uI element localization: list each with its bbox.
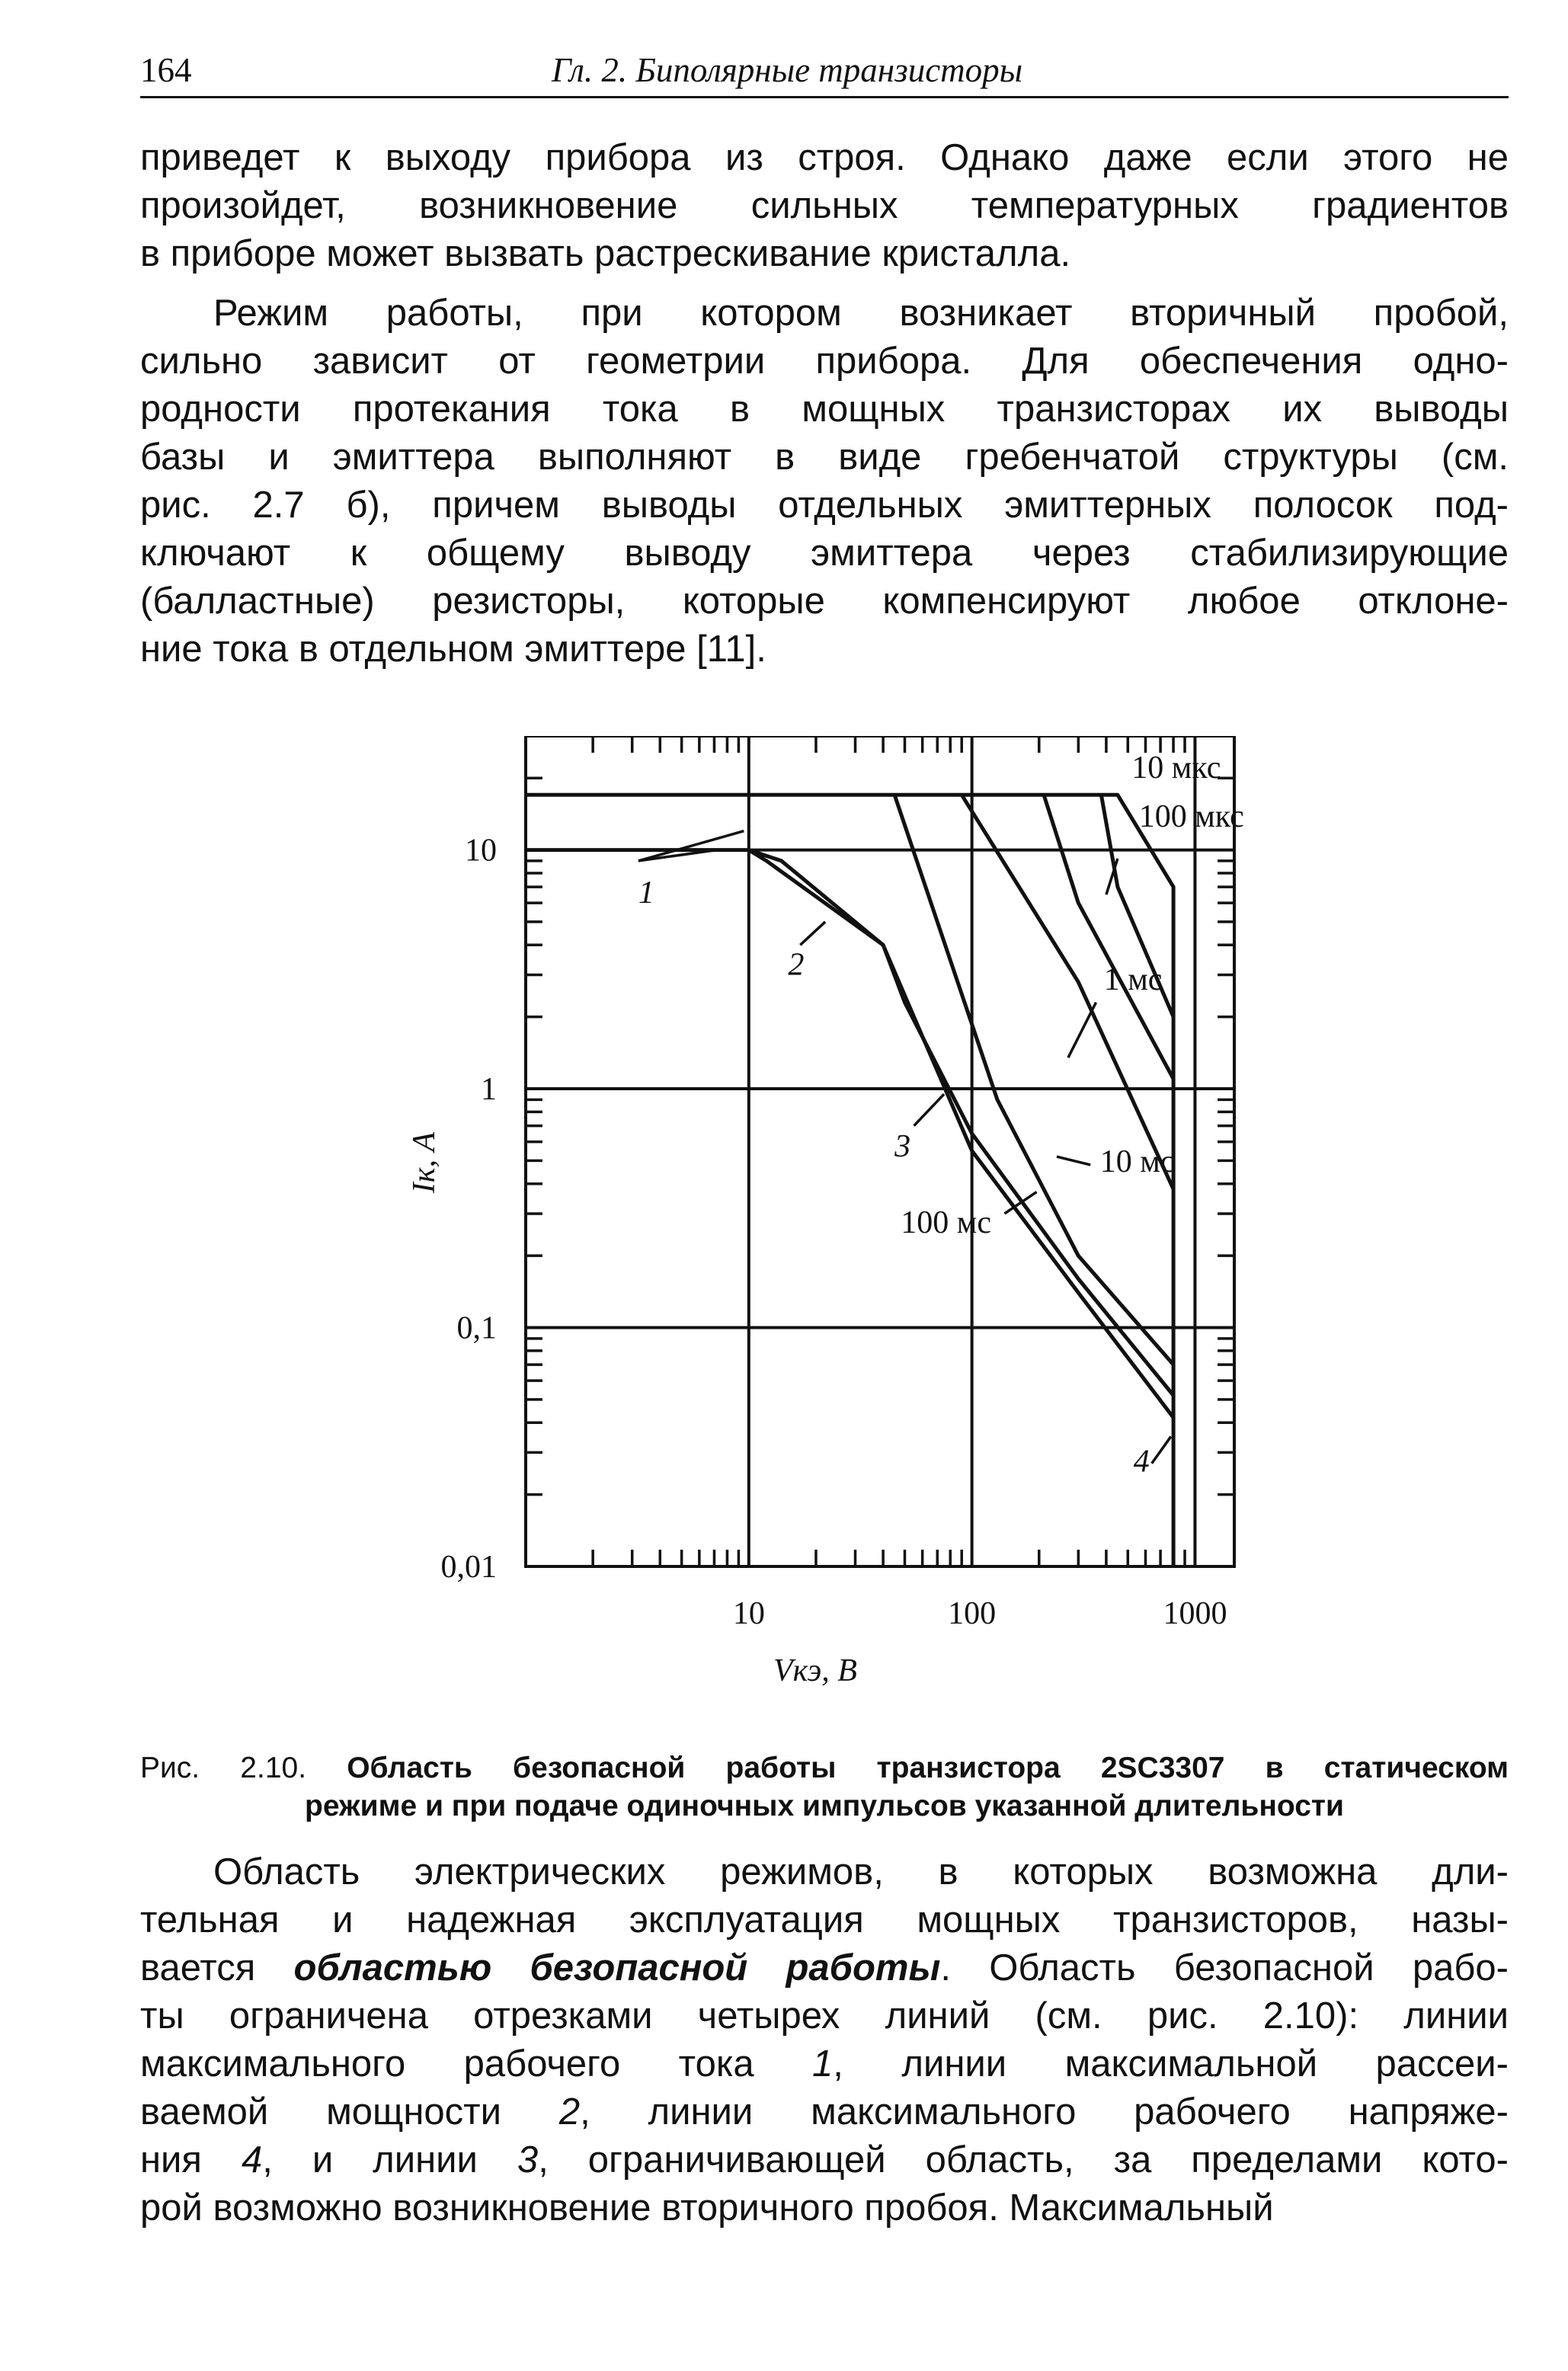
running-header — [140, 50, 1509, 94]
soa-curve — [526, 795, 1173, 1566]
x-tick-label: 100 — [948, 1596, 997, 1631]
safe-operating-area-chart — [381, 736, 1250, 1749]
leader-line — [914, 1094, 944, 1126]
y-tick-label: 0,01 — [440, 1550, 497, 1585]
x-axis-title: Vкэ, В — [773, 1653, 857, 1688]
y-tick-label: 1 — [481, 1072, 497, 1108]
text-run: ваемой мощности — [140, 2091, 559, 2133]
y-tick-label: 0,1 — [456, 1310, 497, 1346]
line-ref: 2 — [558, 2091, 581, 2133]
x-tick-label: 1000 — [1163, 1596, 1227, 1631]
text-line: приведет к выходу прибора из строя. Однако даже если этого не — [140, 137, 1509, 178]
line-ref: 1 — [812, 2043, 834, 2085]
text-line — [140, 1944, 1509, 1992]
curve-label: 1 — [638, 875, 654, 911]
x-tick-label: 10 — [732, 1596, 765, 1631]
header-rule — [140, 96, 1509, 98]
text-line — [140, 2088, 1509, 2136]
text-line: ключают к общему выводу эмиттера через стабилизирующие — [140, 533, 1509, 574]
caption-label: Рис. 2.10. — [140, 1752, 307, 1784]
text-run: максимального рабочего тока — [140, 2043, 813, 2085]
text-line: Область электрических режимов, в которых возможна дли- — [213, 1851, 1509, 1893]
text-run: ния — [140, 2139, 242, 2181]
y-axis-title: Iк, А — [407, 1131, 442, 1194]
text-line — [140, 2136, 1509, 2184]
text-line: в приборе может вызвать растрескивание кристалла. — [140, 233, 1071, 274]
y-tick-label: 10 — [465, 833, 497, 869]
text-line: базы и эмиттера выполняют в виде гребенчатой структуры (см. — [140, 437, 1509, 478]
text-line: ние тока в отдельном эмиттере [11]. — [140, 629, 766, 670]
text-line: рис. 2.7 б), причем выводы отдельных эмиттерных полосок под- — [140, 485, 1509, 526]
text-line: рой возможно возникновение вторичного пробоя. Максимальный — [140, 2187, 1274, 2229]
text-line: тельная и надежная эксплуатация мощных транзисторов, назы- — [140, 1899, 1509, 1941]
curve-label: 3 — [894, 1129, 911, 1165]
leader-line — [638, 831, 744, 861]
line-ref: 4 — [241, 2139, 263, 2181]
text-line: (балластные) резисторы, которые компенсируют любое отклоне- — [140, 581, 1509, 622]
text-run: , и линии — [262, 2139, 517, 2181]
leader-line — [1068, 1003, 1096, 1058]
text-run: , линии максимальной рассеи- — [833, 2043, 1509, 2085]
paragraph-2 — [140, 290, 1509, 674]
text-line: Режим работы, при котором возникает вторичный пробой, — [213, 293, 1509, 334]
line-ref: 3 — [517, 2139, 539, 2181]
text-line: произойдет, возникновение сильных температурных градиентов — [140, 185, 1509, 226]
text-line — [140, 2040, 1509, 2088]
text-run: вается — [140, 1947, 294, 1989]
curve-label: 4 — [1133, 1444, 1150, 1480]
text-run: . Область безопасной рабо- — [940, 1947, 1509, 1989]
text-line: сильно зависит от геометрии прибора. Для обеспечения одно- — [140, 341, 1509, 382]
curve-label: 10 мс — [1099, 1144, 1175, 1179]
soa-curve — [894, 795, 1173, 1365]
leader-line — [1152, 1436, 1171, 1463]
soa-curve — [526, 850, 1173, 1418]
curve-label: 1 мс — [1103, 962, 1163, 997]
paragraph-3 — [140, 1848, 1509, 2232]
curve-label: 2 — [788, 947, 805, 983]
leader-line — [800, 922, 825, 945]
caption-text: Область безопасной работы транзистора 2SC3307 в статическом — [347, 1752, 1509, 1784]
paragraph-1 — [140, 134, 1509, 278]
running-title: Гл. 2. Биполярные транзисторы — [552, 51, 1023, 89]
curve-label: 10 мкс — [1131, 750, 1221, 786]
curve-label: 100 мс — [901, 1205, 992, 1240]
caption-line — [140, 1749, 1509, 1787]
text-line: родности протекания тока в мощных транзисторах их выводы — [140, 389, 1509, 430]
text-run: , ограничивающей область, за пределами кото- — [538, 2139, 1509, 2181]
page-number: 164 — [140, 51, 192, 89]
term-emphasis: областью безопасной работы — [293, 1947, 941, 1989]
figure-caption — [140, 1749, 1509, 1825]
text-run: , линии максимального рабочего напряже- — [580, 2091, 1509, 2133]
caption-line: режиме и при подаче одиночных импульсов указанной длительности — [305, 1790, 1344, 1822]
text-line: ты ограничена отрезками четырех линий (см. рис. 2.10): линии — [140, 1995, 1509, 2037]
leader-line — [1057, 1157, 1090, 1165]
curve-label: 100 мкс — [1138, 799, 1244, 835]
